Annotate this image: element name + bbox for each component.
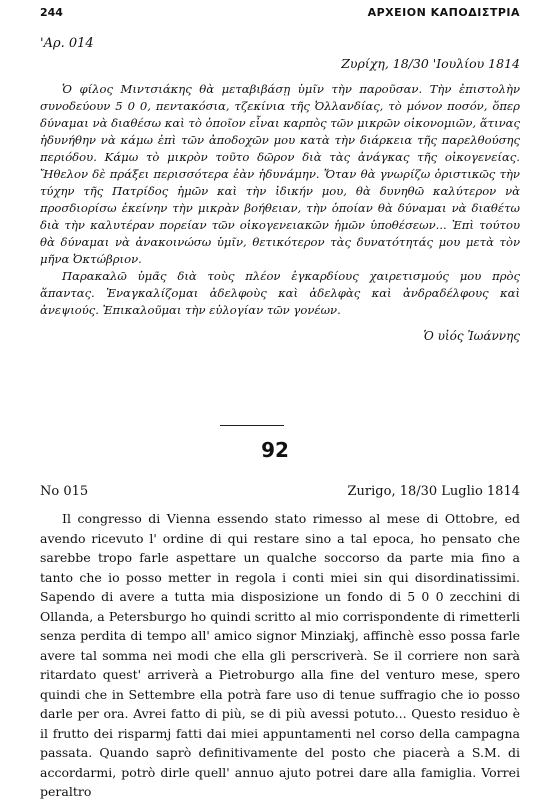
page-number: 244	[40, 6, 63, 19]
italian-letter	[40, 484, 520, 802]
greek-paragraph: Ὁ φίλος Μιντσιάκης θὰ μεταβιβάσῃ ὑμῖν τὴν παροῦσαν. Τὴν ἐπιστολὴν συνοδεύουν 5 0 0, πεντακόσια, τζεκίνια τῆς Ὀλλανδίας, τὸ μόνον ποσόν, ὅπερ δύναμαι νὰ διαθέσω καὶ τὸ ὁποῖον εἶναι καρπὸς τῶν μικρῶν οἰκονομιῶν, ἅτινας ἠδυνήθην νὰ κάμω ἐπὶ τῶν ἀποδοχῶν μου κατὰ τὴν διάρκεια τῆς παρελθούσης περιόδου. Κάμω τὸ μικρὸν τοῦτο δῶρον διὰ τὰς ἀνάγκας τῆς οἰκογενείας. Ἤθελον δὲ πράξει περισσότερα ἐὰν ἠδυνάμην. Ὅταν θὰ γνωρίζω ὁριστικῶς τὴν τύχην τῆς Πατρίδος ἡμῶν καὶ τὴν ἰδικήν μου, θὰ δυνηθῶ καλύτερον νὰ προσδιορίσω ἐκείνην τὴν μικρὰν βοήθειαν, τὴν ὁποίαν θὰ δύναμαι νὰ διαθέτω διὰ τὴν καλυτέραν πορείαν τῶν οἰκογενειακῶν ἡμῶν ὑποθέσεων... Ἐπὶ τούτου θὰ δύναμαι νὰ ἀνακοινώσω ὑμῖν, θετικότερον τὰς δυνατότητάς μου μετὰ τὸν μῆνα Ὀκτώβριον.	[40, 82, 520, 266]
page-header	[40, 6, 520, 22]
greek-place-date: Ζυρίχη, 18/30 'Ιουλίου 1814	[341, 56, 520, 71]
section-number: 92	[261, 438, 289, 462]
greek-letter	[40, 36, 520, 343]
italian-place-date: Zurigo, 18/30 Luglio 1814	[347, 484, 520, 499]
section-divider	[220, 425, 284, 426]
italian-letter-header	[40, 484, 520, 499]
italian-paragraph: Il congresso di Vienna essendo stato rimesso al mese di Ottobre, ed avendo ricevuto l' ordine di qui restare sino a tal epoca, ho pensato che sarebbe tropo farle aspettare un qualche soccorso da parte mia fino a tanto che io posso metter in regola i conti miei sin qui disordinatissimi. Sapendo di avere a tutta mia disposizione un fondo di 5 0 0 zecchini di Ollanda, a Petersburgo ho quindi scritto al mio corrispondente di rimetterli senza perdita di tempo all' amico signor Minziakj, affinchè esso possa farle avere tal somma nei modi che ella gli perscriverà. Se il corriere non sarà ritardato quest' arriverà a Pietroburgo alla fine del venturo mese, spero quindi che in Settembre ella potrà fare uso di tenue suffragio che io posso darle per ora. Avrei fatto di più, se di più avessi potuto... Questo residuo è il frutto dei risparmj fatti dai miei appuntamenti nel corso della campagna passata. Quando saprò definitivamente del posto che piacerà a S.M. di accordarmi, potrò dirle quell' annuo ajuto potrei dare alla famiglia. Vorrei peraltro	[40, 511, 520, 799]
italian-body	[40, 509, 520, 802]
running-title: ΑΡΧΕΙΟΝ ΚΑΠΟΔΙΣΤΡΙΑ	[367, 6, 520, 19]
greek-signature: Ὁ υἱός Ἰωάννης	[423, 329, 520, 343]
italian-doc-number: No 015	[40, 484, 89, 499]
greek-doc-number: 'Αρ. 014	[40, 36, 94, 51]
greek-body	[40, 81, 520, 319]
greek-paragraph: Παρακαλῶ ὑμᾶς διὰ τοὺς πλέον ἐγκαρδίους χαιρετισμούς μου πρὸς ἅπαντας. Ἐναγκαλίζομαι ἀδελφοὺς καὶ ἀδελφὰς καὶ ἀνδραδέλφους καὶ ἀνεψιούς. Ἐπικαλοῦμαι τὴν εὐλογίαν τῶν γονέων.	[40, 269, 520, 317]
